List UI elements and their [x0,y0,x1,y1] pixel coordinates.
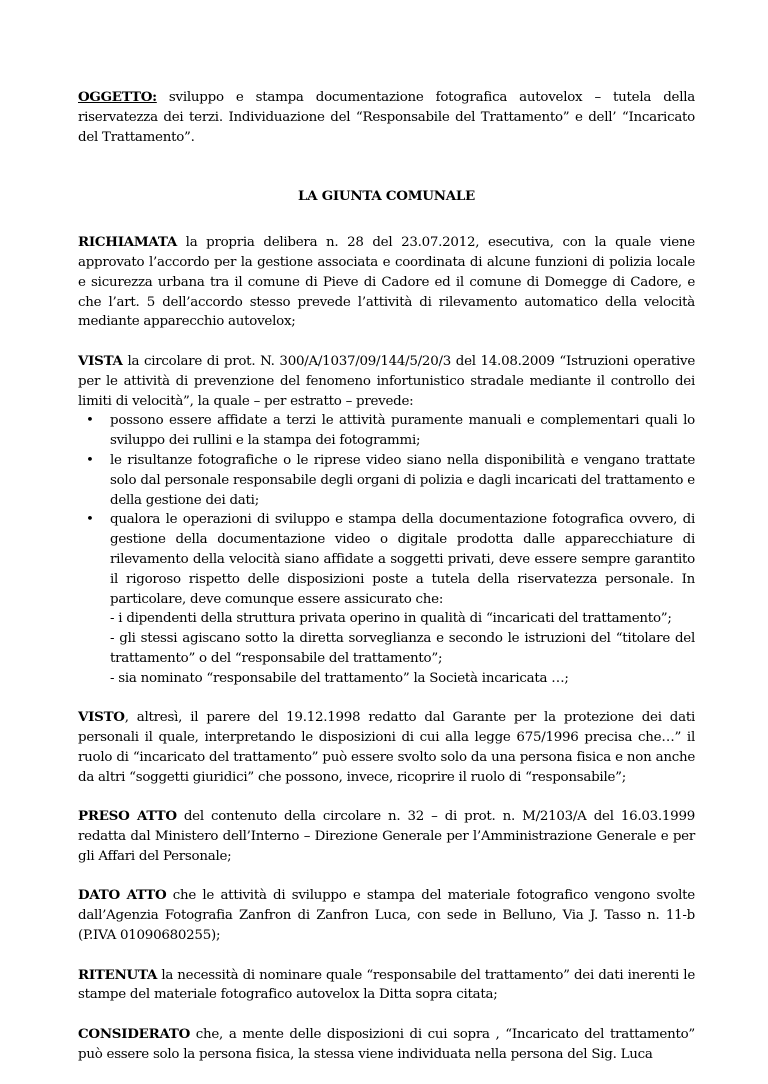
sub-line: - i dipendenti della struttura privata operino in qualità di “incaricati del trattamento”; [110,611,672,627]
visto-label: VISTO [78,709,125,726]
visto-text: , altresì, il parere del 19.12.1998 redatto dal Garante per la protezione dei dati personali il quale, interpretando le disposizioni di cui alla legge 675/1996 precisa che…” il ruolo di “incaricato del trattamento” può essere svolto solo da una persona fisica e non anche da altri “soggetti giuridici” che possono, invece, ricoprire il ruolo di “responsabile”; [78,710,695,785]
richiamata-text: la propria delibera n. 28 del 23.07.2012, esecutiva, con la quale viene approvato l’accordo per la gestione associata e coordinata di alcune funzioni di polizia locale e sicurezza urbana tra il comune di Pieve di Cadore ed il comune di Domegge di Cadore, e che l’art. 5 dell’accordo stesso prevede l’attività di rilevamento automatico della velocità mediante apparecchio autovelox; [78,235,695,330]
preso-atto-label: PRESO ATTO [78,808,177,825]
list-item [78,451,695,510]
ritenuta-paragraph [78,966,695,1006]
vista-label: VISTA [78,352,123,369]
bullet-icon: • [86,512,94,528]
list-item [78,411,695,451]
ritenuta-text: la necessità di nominare quale “responsabile del trattamento” dei dati inerenti le stampe del materiale fotografico autovelox la Ditta sopra citata; [78,967,695,1003]
dato-atto-text: che le attività di sviluppo e stampa del materiale fotografico vengono svolte dall’Agenzia Fotografia Zanfron di Zanfron Luca, con sede in Belluno, Via J. Tasso n. 11-b (P.IVA 01090680255); [78,888,695,944]
list-item-text: le risultanze fotografiche o le riprese video siano nella disponibilità e vengano trattate solo dal personale responsabile degli organi di polizia e dagli incaricati del trattamento e della gestione dei dati; [110,452,695,508]
vista-text: la circolare di prot. N. 300/A/1037/09/144/5/20/3 del 14.08.2009 “Istruzioni operative per le attività di prevenzione del fenomeno infortunistico stradale mediante il controllo dei limiti di velocità”, la quale – per estratto – prevede: [78,353,695,409]
dato-atto-paragraph [78,886,695,945]
list-item-text: qualora le operazioni di sviluppo e stampa della documentazione fotografica ovvero, di gestione della documentazione video o digitale prodotta dalle apparecchiature di rilevamento della velocità siano affidate a soggetti privati, deve essere sempre garantito il rigoroso rispetto delle disposizioni poste a tutela della riservatezza personale. In particolare, deve comunque essere assicurato che: [110,512,695,607]
document-page [78,88,695,1084]
bullet-icon: • [86,452,94,468]
richiamata-paragraph [78,233,695,332]
ritenuta-label: RITENUTA [78,966,158,983]
richiamata-label: RICHIAMATA [78,234,177,251]
visto-paragraph [78,708,695,787]
bullet-icon: • [86,413,94,429]
vista-bullet-list [78,411,695,688]
oggetto-label: OGGETTO: [78,89,157,105]
vista-paragraph [78,352,695,411]
considerato-text: che, a mente delle disposizioni di cui sopra , “Incaricato del trattamento” può essere solo la persona fisica, la stessa viene individuata nella persona del Sig. Luca [78,1027,695,1062]
sub-line: - gli stessi agiscano sotto la diretta sorveglianza e secondo le istruzioni del “titolare del trattamento” o del “responsabile del trattamento”; [110,631,695,666]
considerato-label: CONSIDERATO [78,1026,190,1043]
sub-line: - sia nominato “responsabile del trattamento” la Società incaricata …; [110,670,569,686]
list-item-text: possono essere affidate a terzi le attività puramente manuali e complementari quali lo sviluppo dei rullini e la stampa dei fotogrammi; [110,413,695,449]
list-item [78,510,695,688]
preso-atto-paragraph [78,807,695,866]
oggetto-paragraph [78,88,695,147]
dato-atto-label: DATO ATTO [78,887,167,904]
considerato-paragraph [78,1025,695,1065]
oggetto-text: sviluppo e stampa documentazione fotografica autovelox – tutela della riservatezza dei terzi. Individuazione del “Responsabile del Trattamento” e dell’ “Incaricato del Trattamento”. [78,90,695,145]
preso-atto-text: del contenuto della circolare n. 32 – di prot. n. M/2103/A del 16.03.1999 redatta dal Ministero dell’Interno – Direzione Generale per l’Amministrazione Generale e per gli Affari del Personale; [78,809,695,864]
section-heading: LA GIUNTA COMUNALE [298,188,475,205]
